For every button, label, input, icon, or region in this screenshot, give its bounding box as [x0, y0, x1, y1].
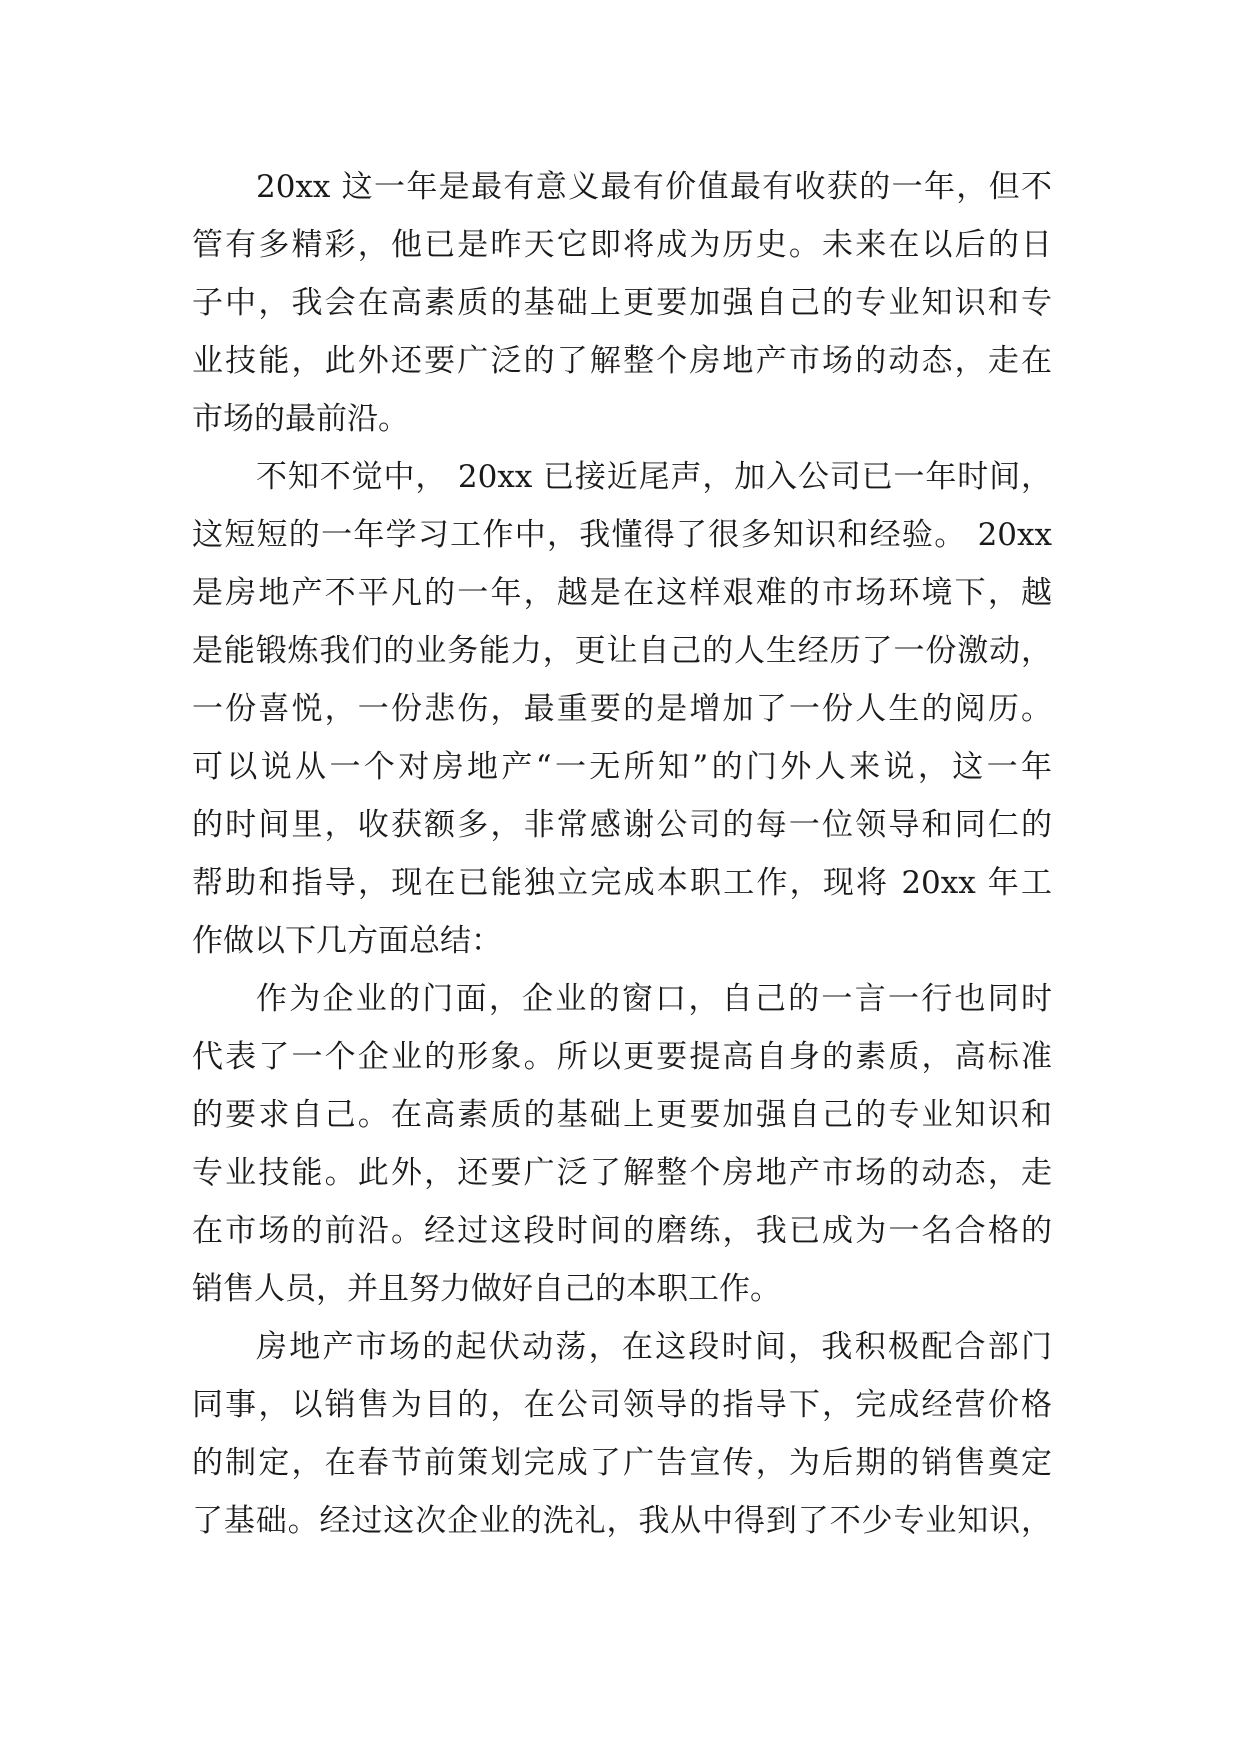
text-line: 这短短的一年学习工作中，我懂得了很多知识和经验。 20xx — [192, 517, 1052, 553]
text-line: 作为企业的门面，企业的窗口，自己的一言一行也同时 — [256, 981, 1052, 1017]
text-line: 一份喜悦，一份悲伤，最重要的是增加了一份人生的阅历。 — [192, 691, 1052, 727]
text-line: 的时间里，收获额多，非常感谢公司的每一位领导和同仁的 — [192, 807, 1052, 843]
text-line: 是房地产不平凡的一年，越是在这样艰难的市场环境下，越 — [192, 575, 1052, 611]
text-line: 销售人员，并且努力做好自己的本职工作。 — [192, 1271, 781, 1307]
text-line: 房地产市场的起伏动荡，在这段时间，我积极配合部门 — [256, 1329, 1052, 1365]
text-line: 市场的最前沿。 — [192, 401, 409, 437]
text-line: 的要求自己。在高素质的基础上更要加强自己的专业知识和 — [192, 1097, 1052, 1133]
text-line: 作做以下几方面总结： — [192, 923, 502, 959]
text-line: 专业技能。此外，还要广泛了解整个房地产市场的动态，走 — [192, 1155, 1052, 1191]
paragraph-2 — [192, 448, 1052, 970]
paragraph-4 — [192, 1318, 1052, 1550]
text-line: 业技能，此外还要广泛的了解整个房地产市场的动态，走在 — [192, 343, 1052, 379]
text-line: 同事，以销售为目的，在公司领导的指导下，完成经营价格 — [192, 1387, 1052, 1423]
text-line: 帮助和指导，现在已能独立完成本职工作，现将 20xx 年工 — [192, 865, 1052, 901]
text-line: 20xx 这一年是最有意义最有价值最有收获的一年，但不 — [256, 169, 1052, 205]
text-line: 在市场的前沿。经过这段时间的磨练，我已成为一名合格的 — [192, 1213, 1052, 1249]
paragraph-3 — [192, 970, 1052, 1318]
text-line: 子中，我会在高素质的基础上更要加强自己的专业知识和专 — [192, 285, 1052, 321]
text-line: 代表了一个企业的形象。所以更要提高自身的素质，高标准 — [192, 1039, 1052, 1075]
text-line: 的制定，在春节前策划完成了广告宣传，为后期的销售奠定 — [192, 1445, 1052, 1481]
text-line: 了基础。经过这次企业的洗礼，我从中得到了不少专业知识， — [192, 1503, 1052, 1539]
document-body — [192, 158, 1052, 1550]
text-line: 管有多精彩，他已是昨天它即将成为历史。未来在以后的日 — [192, 227, 1052, 263]
paragraph-1 — [192, 158, 1052, 448]
text-line: 是能锻炼我们的业务能力，更让自己的人生经历了一份激动， — [192, 633, 1052, 669]
text-line: 不知不觉中， 20xx 已接近尾声，加入公司已一年时间， — [256, 459, 1052, 495]
text-line: 可以说从一个对房地产“一无所知”的门外人来说，这一年 — [192, 749, 1052, 785]
